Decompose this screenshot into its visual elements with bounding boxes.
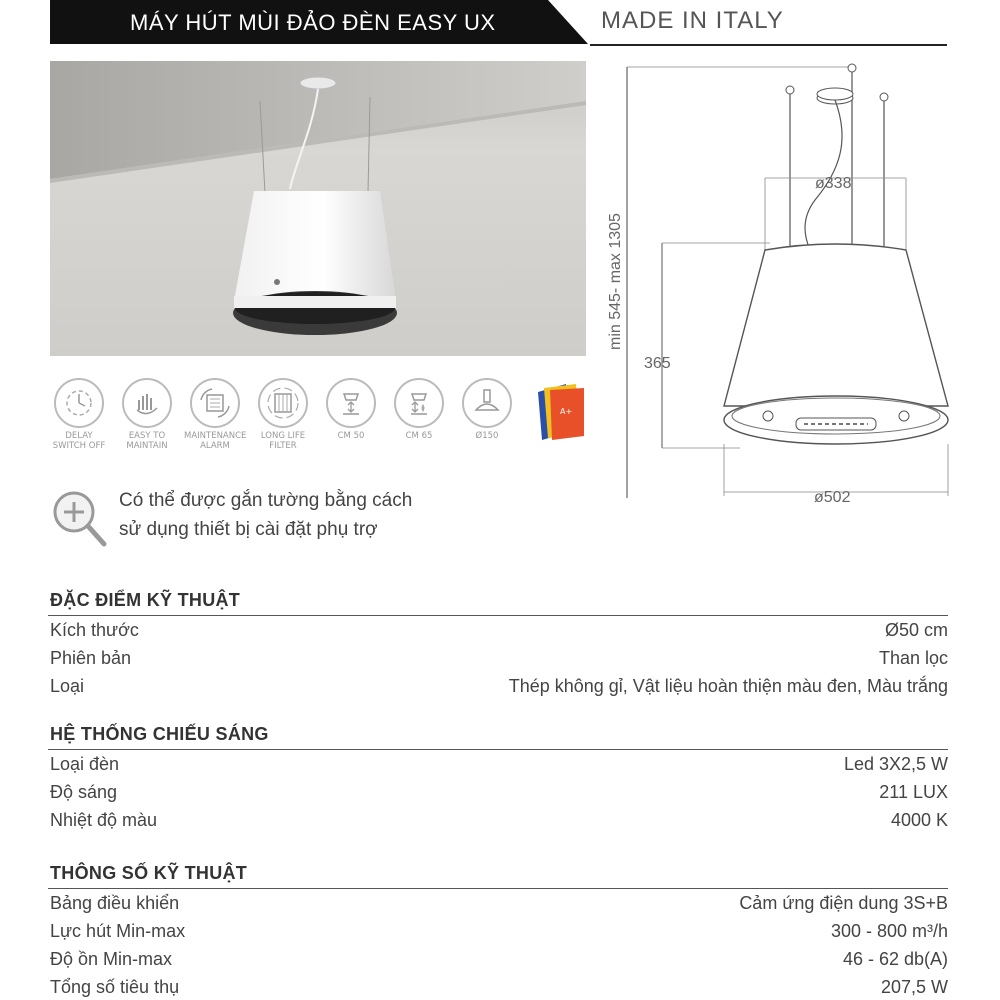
feature-maintenance-alarm — [184, 378, 246, 451]
spec-label: Kích thước — [50, 619, 139, 640]
spec-section-lighting — [48, 724, 948, 834]
height-range-label: min 545- max 1305 — [607, 213, 624, 350]
page-title: MÁY HÚT MÙI ĐẢO ĐÈN EASY UX — [130, 10, 496, 35]
feature-easy-to-maintain — [116, 378, 178, 451]
spec-section-params — [48, 863, 948, 1000]
spec-label: Loại đèn — [50, 753, 120, 774]
header-bar — [50, 0, 590, 48]
spec-label: Lực hút Min-max — [50, 920, 186, 941]
easy-to-maintain-icon — [122, 378, 172, 428]
wall-mount-note — [119, 486, 412, 544]
spec-value: Cảm ứng điện dung 3S+B — [739, 892, 948, 913]
spec-row — [48, 973, 948, 1000]
spec-row — [48, 945, 948, 973]
spec-value: 300 - 800 m³/h — [830, 920, 948, 941]
delay-switch-off-icon — [54, 378, 104, 428]
feature-label: DELAY SWITCH OFF — [52, 431, 106, 451]
feature-label: CM 65 — [405, 431, 433, 441]
feature-duct-150 — [456, 378, 518, 441]
spec-value: 4000 K — [890, 809, 948, 830]
spec-row — [48, 917, 948, 945]
spec-section-technical — [48, 590, 948, 700]
duct-150-icon — [462, 378, 512, 428]
feature-cm50 — [320, 378, 382, 441]
spec-row — [48, 778, 948, 806]
spec-row — [48, 889, 948, 917]
svg-text:A+: A+ — [560, 407, 573, 416]
spec-label: Phiên bản — [50, 647, 132, 668]
spec-label: Độ ồn Min-max — [50, 948, 173, 969]
feature-label: Ø150 — [475, 431, 499, 441]
spec-value: 46 - 62 db(A) — [842, 948, 948, 969]
cm50-icon — [326, 378, 376, 428]
spec-row — [48, 672, 948, 700]
spec-row — [48, 750, 948, 778]
spec-label: Độ sáng — [50, 781, 118, 802]
feature-label: MAINTENANCE ALARM — [184, 431, 247, 451]
feature-label: LONG LIFE FILTER — [260, 431, 306, 451]
spec-value: 207,5 W — [880, 976, 948, 997]
feature-long-life-filter — [252, 378, 314, 451]
header-rule — [590, 44, 947, 46]
top-diameter-label: ø338 — [815, 175, 852, 192]
long-life-filter-icon — [258, 378, 308, 428]
section-heading: THÔNG SỐ KỸ THUẬT — [48, 863, 948, 889]
energy-label-icon — [536, 382, 586, 442]
spec-label: Tổng số tiêu thụ — [50, 976, 180, 997]
section-heading: ĐẶC ĐIỂM KỸ THUẬT — [48, 590, 948, 616]
spec-row — [48, 806, 948, 834]
feature-label: CM 50 — [337, 431, 365, 441]
spec-label: Bảng điều khiển — [50, 892, 180, 913]
spec-value: 211 LUX — [879, 781, 948, 802]
body-height-label: 365 — [644, 355, 671, 372]
wall-mount-line-1: Có thể được gắn tường bằng cách — [119, 490, 413, 511]
zoom-plus-icon — [50, 490, 110, 550]
feature-icons — [48, 378, 608, 478]
spec-value: Thép không gỉ, Vật liệu hoàn thiện màu đen, Màu trắng — [508, 675, 948, 696]
spec-value: Ø50 cm — [884, 619, 948, 640]
maintenance-alarm-icon — [190, 378, 240, 428]
spec-label: Nhiệt độ màu — [50, 809, 158, 830]
spec-label: Loại — [50, 675, 85, 696]
spec-value: Than lọc — [878, 647, 948, 668]
spec-row — [48, 616, 948, 644]
feature-label: EASY TO MAINTAIN — [126, 431, 168, 451]
cm65-icon — [394, 378, 444, 428]
section-heading: HỆ THỐNG CHIẾU SÁNG — [48, 724, 948, 750]
feature-delay-switch-off — [48, 378, 110, 451]
wall-mount-line-2: sử dụng thiết bị cài đặt phụ trợ — [119, 519, 378, 540]
dimension-drawing — [600, 60, 960, 510]
spec-row — [48, 644, 948, 672]
bottom-diameter-label: ø502 — [814, 489, 851, 506]
made-in-label: MADE IN ITALY — [601, 7, 784, 34]
product-photo — [50, 61, 586, 356]
spec-value: Led 3X2,5 W — [843, 753, 948, 774]
feature-cm65 — [388, 378, 450, 441]
